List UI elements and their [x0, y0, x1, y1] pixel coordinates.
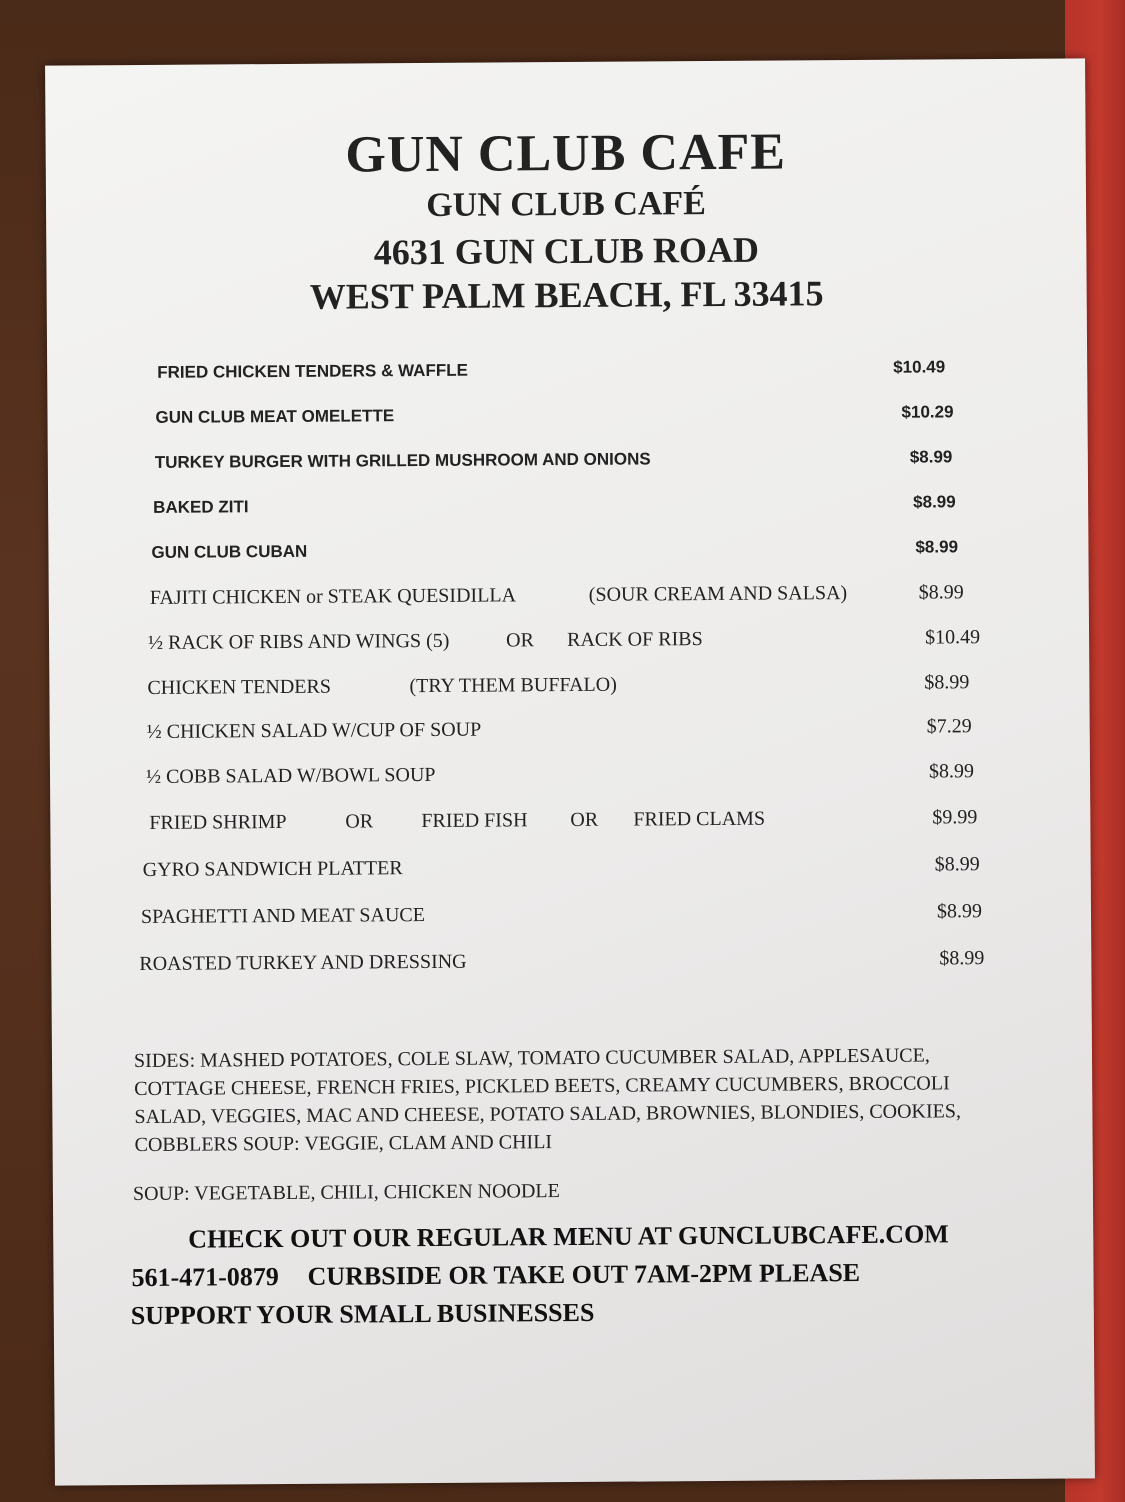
- item-name: FAJITI CHICKEN or STEAK QUESIDILLA: [149, 584, 517, 609]
- menu-item: [51, 899, 1091, 936]
- menu-item: [49, 580, 1089, 617]
- menu-item: [48, 536, 1088, 573]
- menu-item: [47, 356, 1087, 393]
- sides-line: SALAD, VEGGIES, MAC AND CHEESE, POTATO SALAD, BROWNIES, BLONDIES, COOKIES,: [134, 1100, 962, 1129]
- item-name: ROASTED TURKEY AND DRESSING: [139, 950, 467, 976]
- cafe-city: WEST PALM BEACH, FL 33415: [309, 273, 824, 317]
- item-name: ½ CHICKEN SALAD W/CUP OF SOUP: [146, 718, 482, 743]
- sides-line: SIDES: MASHED POTATOES, COLE SLAW, TOMATO CUCUMBER SALAD, APPLESAUCE,: [133, 1044, 930, 1073]
- item-name: GUN CLUB MEAT OMELETTE: [155, 406, 395, 427]
- item-name: GYRO SANDWICH PLATTER: [142, 857, 403, 881]
- menu-item: [47, 401, 1087, 438]
- item-name: FRIED CHICKEN TENDERS & WAFFLE: [157, 360, 468, 382]
- phone-number: 561-471-0879: [131, 1262, 279, 1293]
- menu-item: [50, 714, 1090, 751]
- item-alternative: RACK OF RIBS: [567, 628, 703, 652]
- item-name: FRIED SHRIMP: [149, 810, 287, 834]
- cafe-street: 4631 GUN CLUB ROAD: [373, 229, 759, 273]
- item-price: $8.99: [909, 447, 953, 467]
- or-separator: OR: [570, 808, 599, 831]
- item-name: CHICKEN TENDERS: [147, 675, 332, 699]
- menu-item: [48, 446, 1088, 483]
- item-price: $8.99: [934, 853, 980, 876]
- support-note: SUPPORT YOUR SMALL BUSINESSES: [130, 1297, 595, 1331]
- item-note: (TRY THEM BUFFALO): [409, 673, 617, 698]
- item-price: $10.49: [893, 357, 946, 377]
- item-name: GUN CLUB CUBAN: [151, 541, 308, 562]
- regular-menu-note: CHECK OUT OUR REGULAR MENU AT GUNCLUBCAFE.COM: [188, 1219, 949, 1254]
- item-price: $10.29: [901, 402, 954, 422]
- hours-note: CURBSIDE OR TAKE OUT 7AM-2PM PLEASE: [307, 1257, 861, 1291]
- item-name: SPAGHETTI AND MEAT SAUCE: [140, 904, 426, 928]
- item-price: $8.99: [936, 900, 983, 923]
- item-note: (SOUR CREAM AND SALSA): [588, 582, 848, 606]
- cafe-title: GUN CLUB CAFE: [345, 123, 787, 184]
- menu-item: [51, 852, 1091, 889]
- item-price: $7.29: [926, 715, 972, 738]
- menu-item: [49, 625, 1089, 662]
- or-separator: OR: [345, 810, 374, 833]
- or-separator: OR: [506, 629, 534, 652]
- sides-paragraph: [134, 1041, 1015, 1159]
- item-name: BAKED ZITI: [153, 497, 249, 517]
- menu-item: [49, 670, 1089, 707]
- item-name: ½ COBB SALAD W/BOWL SOUP: [145, 763, 436, 788]
- item-price: $8.99: [913, 492, 956, 512]
- menu-item: [48, 491, 1088, 528]
- item-price: $8.99: [928, 760, 975, 783]
- item-price: $8.99: [918, 581, 964, 604]
- soup-list: SOUP: VEGETABLE, CHILI, CHICKEN NOODLE: [132, 1180, 560, 1206]
- sides-line: COBBLERS SOUP: VEGGIE, CLAM AND CHILI: [134, 1131, 553, 1157]
- item-price: $8.99: [915, 537, 959, 557]
- item-price: $10.49: [924, 626, 981, 649]
- menu-item: [50, 805, 1090, 842]
- menu-paper: [45, 58, 1095, 1485]
- item-price: $8.99: [939, 947, 985, 970]
- cafe-subtitle: GUN CLUB CAFÉ: [426, 185, 706, 224]
- sides-line: COTTAGE CHEESE, FRENCH FRIES, PICKLED BEETS, CREAMY CUCUMBERS, BROCCOLI: [134, 1072, 950, 1101]
- item-name: ½ RACK OF RIBS AND WINGS (5): [148, 629, 450, 654]
- menu-item: [51, 946, 1091, 983]
- item-price: $9.99: [932, 806, 978, 829]
- item-price: $8.99: [924, 671, 970, 694]
- item-name: TURKEY BURGER WITH GRILLED MUSHROOM AND ONIONS: [154, 449, 651, 472]
- menu-item: [50, 759, 1090, 796]
- item-alternative: FRIED CLAMS: [633, 807, 766, 831]
- item-alternative: FRIED FISH: [421, 809, 528, 833]
